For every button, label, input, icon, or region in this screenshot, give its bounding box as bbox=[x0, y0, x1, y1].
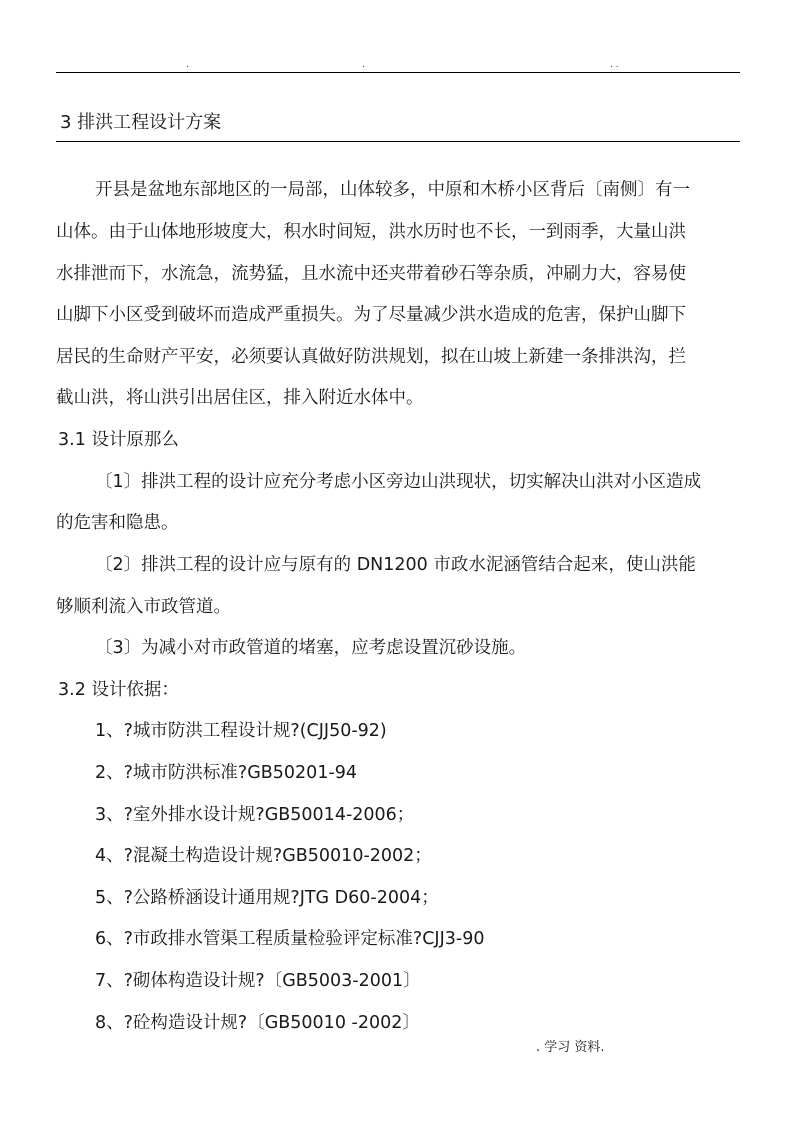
header-mark-2: . bbox=[362, 60, 365, 70]
header-mark-3: . . bbox=[610, 60, 619, 70]
section-title: 3 排洪工程设计方案 bbox=[60, 112, 222, 133]
basis-item: 4、?混凝土构造设计规?GB50010-2002； bbox=[95, 846, 432, 866]
intro-line-6: 截山洪，将山洪引出居住区，排入附近水体中。 bbox=[56, 388, 424, 408]
intro-line-3: 水排泄而下，水流急，流势猛，且水流中还夹带着砂石等杂质，冲刷力大，容易使 bbox=[56, 264, 686, 284]
basis-item: 1、?城市防洪工程设计规?(CJJ50-92) bbox=[95, 721, 387, 741]
principle-3-line-1: 〔3〕为减小对市政管道的堵塞，应考虑设置沉砂设施。 bbox=[95, 638, 527, 658]
basis-item: 8、?砼构造设计规?〔GB50010 -2002〕 bbox=[95, 1013, 420, 1033]
basis-item: 5、?公路桥涵设计通用规?JTG D60-2004； bbox=[95, 888, 439, 908]
basis-item: 7、?砌体构造设计规?〔GB5003-2001〕 bbox=[95, 971, 421, 991]
intro-line-1: 开县是盆地东部地区的一局部，山体较多，中原和木桥小区背后〔南侧〕有一 bbox=[95, 180, 690, 200]
basis-item: 6、?市政排水管渠工程质量检验评定标准?CJJ3-90 bbox=[95, 929, 485, 949]
principle-2-line-1: 〔2〕排洪工程的设计应与原有的 DN1200 市政水泥涵管结合起来，使山洪能 bbox=[95, 555, 696, 575]
principles-heading: 3.1 设计原那么 bbox=[58, 430, 179, 450]
intro-line-5: 居民的生命财产平安，必须要认真做好防洪规划，拟在山坡上新建一条排洪沟，拦 bbox=[56, 347, 686, 367]
principle-1-line-1: 〔1〕排洪工程的设计应充分考虑小区旁边山洪现状，切实解决山洪对小区造成 bbox=[95, 472, 702, 492]
intro-line-4: 山脚下小区受到破坏而造成严重损失。为了尽量减少洪水造成的危害，保护山脚下 bbox=[56, 305, 686, 325]
header-mark-1: . bbox=[186, 60, 189, 70]
principle-2-line-2: 够顺利流入市政管道。 bbox=[56, 597, 231, 617]
title-divider bbox=[56, 141, 740, 142]
footer-note: . 学习 资料. bbox=[536, 1040, 605, 1055]
basis-heading: 3.2 设计依据： bbox=[58, 680, 179, 700]
principle-1-line-2: 的危害和隐患。 bbox=[56, 513, 179, 533]
intro-line-2: 山体。由于山体地形坡度大，积水时间短，洪水历时也不长，一到雨季，大量山洪 bbox=[56, 222, 686, 242]
basis-item: 3、?室外排水设计规?GB50014-2006； bbox=[95, 805, 415, 825]
basis-item: 2、?城市防洪标准?GB50201-94 bbox=[95, 763, 358, 783]
header-divider bbox=[56, 72, 740, 73]
